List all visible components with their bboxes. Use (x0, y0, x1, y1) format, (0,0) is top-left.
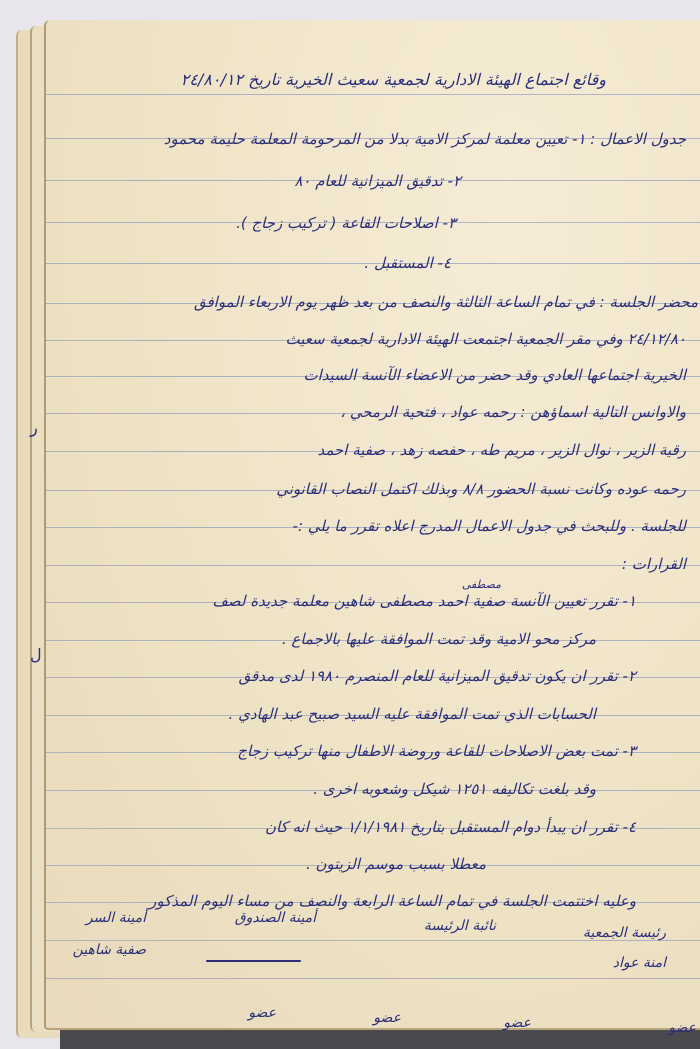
minutes-line-6: رحمه عوده وكانت نسبة الحضور ٨/٨ وبذلك اكتمل النصاب القانوني (276, 480, 686, 498)
ruled-line (46, 94, 700, 95)
ruled-line (46, 978, 700, 979)
agenda-item-1: ١- تعيين معلمة لمركز الامية بدلا من المرحومة المعلمة حليمة محمود (163, 130, 586, 148)
agenda-item-4: ٤- المستقبل . (364, 254, 451, 272)
decision-4-line-2: معطلا بسبب موسم الزيتون . (306, 855, 486, 873)
treasurer-signature-scribble (206, 960, 301, 962)
decisions-label: القرارات : (621, 555, 686, 573)
decision-2-line-2: الحسابات الذي تمت الموافقة عليه السيد صبيح عبد الهادي . (228, 705, 596, 723)
ruled-line (46, 565, 700, 566)
decision-3-line-1: ٣- تمت بعض الاصلاحات للقاعة وروضة الاطفال منها تركيب زجاج (237, 742, 636, 760)
signature-vice-role: نائبة الرئيسة (423, 918, 496, 934)
agenda-line-1 (164, 130, 686, 148)
minutes-line-3: الخيرية اجتماعها العادي وقد حضر من الاعضاء الآنسة السيدات (303, 366, 686, 384)
member-signature-4: عضو (248, 1005, 276, 1021)
signature-secretary-name: صفية شاهين (72, 942, 146, 958)
table-shadow (60, 1030, 700, 1049)
decision-3-line-2: وقد بلغت تكاليفه ١٢٥١ شيكل وشعوبه اخرى . (313, 780, 596, 798)
member-signature-1: عضو (668, 1020, 696, 1036)
notebook-page (44, 20, 700, 1036)
decision-2-line-1: ٢- تقرر ان يكون تدقيق الميزانية للعام المنصرم ١٩٨٠ لدى مدقق (238, 667, 636, 685)
agenda-label: جدول الاعمال : (590, 130, 686, 148)
member-signature-2: عضو (503, 1015, 531, 1031)
closing-statement: وعليه اختتمت الجلسة في تمام الساعة الرابعة والنصف من مساء اليوم المذكور (149, 892, 636, 910)
margin-mark-2: ل (30, 645, 42, 664)
decision-1-line-1: ١- تقرر تعيين الآنسة صفية احمد مصطفى شاهين معلمة جديدة لصف (212, 592, 636, 610)
decision-1-line-2: مركز محو الامية وقد تمت الموافقة عليها بالاجماع . (281, 630, 596, 648)
signature-secretary-role: أمينة السر (85, 910, 146, 926)
agenda-item-2: ٢- تدقيق الميزانية للعام ٨٠ (294, 172, 461, 190)
minutes-line-4: والاوانس التالية اسماؤهن : رحمه عواد ، فتحية الرمحي ، (340, 403, 686, 421)
document-title: وقائع اجتماع الهيئة الادارية لجمعية سعيث الخيرية تاريخ ٢٤/٨٠/١٢ (180, 70, 606, 89)
correction-note: مصطفى (461, 578, 501, 591)
minutes-line-1: محضر الجلسة : في تمام الساعة الثالثة والنصف من بعد ظهر يوم الاربعاء الموافق (193, 293, 698, 311)
decision-4-line-1: ٤- تقرر ان يبدأ دوام المستقبل بتاريخ ١/١/١٩٨١ حيث انه كان (264, 818, 636, 836)
signature-president-name: امنة عواد (612, 955, 666, 971)
agenda-item-3: ٣- اصلاحات القاعة ( تركيب زجاج ). (236, 214, 456, 232)
margin-mark-1: ر (30, 418, 38, 437)
signature-treasurer-role: أمينة الصندوق (234, 910, 316, 926)
minutes-line-7: للجلسة . وللبحث في جدول الاعمال المدرج اعلاه تقرر ما يلي :- (292, 517, 686, 535)
minutes-line-5: رقية الزير ، نوال الزير ، مريم طه ، حفصه زهد ، صفية احمد (317, 441, 686, 459)
minutes-line-2: ٢٤/١٢/٨٠ وفي مقر الجمعية اجتمعت الهيئة الادارية لجمعية سعيث (285, 330, 686, 348)
member-signature-3: عضو (373, 1010, 401, 1026)
signature-president-role: رئيسة الجمعية (582, 925, 666, 941)
